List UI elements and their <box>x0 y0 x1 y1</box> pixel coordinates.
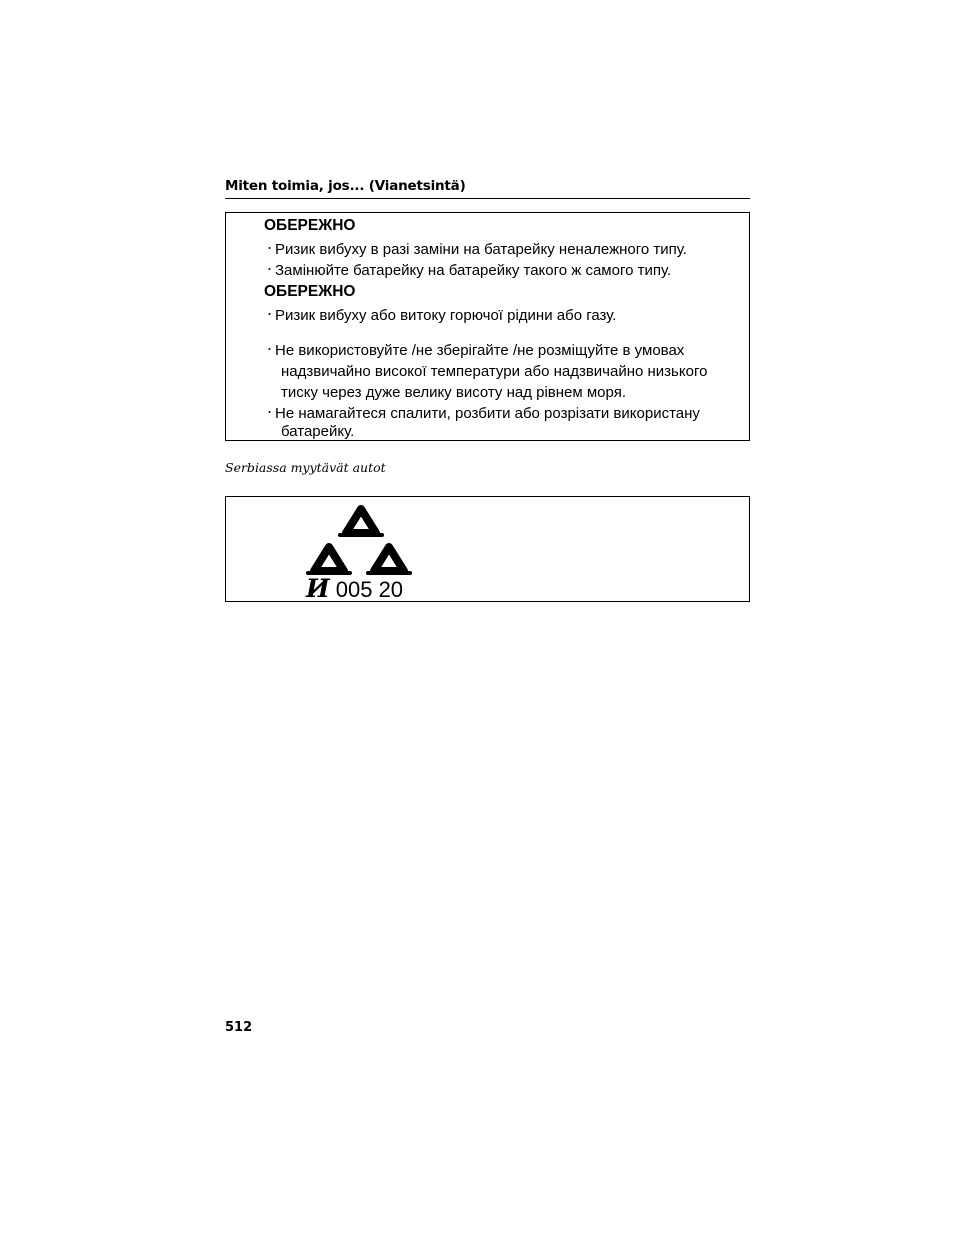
warning-title-1: ОБЕРЕЖНО <box>264 217 356 234</box>
warning-text-continued: батарейку. <box>281 423 355 440</box>
serbian-conformity-triangles-icon <box>306 501 416 577</box>
warning-text-continued: надзвичайно високої температури або надзвичайно низького <box>281 363 708 380</box>
section-header: Miten toimia, jos... (Vianetsintä) <box>225 178 466 194</box>
bullet-icon: ・ <box>264 344 275 356</box>
bullet-icon: ・ <box>264 407 275 419</box>
warning-item-2 <box>264 261 671 280</box>
conformity-symbol-box <box>225 496 750 602</box>
bullet-icon: ・ <box>264 264 275 276</box>
warning-item-3 <box>264 306 616 325</box>
header-divider <box>225 198 750 199</box>
warning-text: Не намагайтеся спалити, розбити або розрізати використану <box>275 405 700 422</box>
bullet-icon: ・ <box>264 309 275 321</box>
warning-text: Ризик вибуху в разі заміни на батарейку неналежного типу. <box>275 241 687 258</box>
warning-text: Замінюйте батарейку на батарейку такого ж самого типу. <box>275 262 672 279</box>
warning-text-continued: тиску через дуже велику висоту над рівнем моря. <box>281 384 626 401</box>
warning-title-2: ОБЕРЕЖНО <box>264 283 356 300</box>
bullet-icon: ・ <box>264 243 275 255</box>
conformity-letter: И <box>306 574 330 603</box>
warning-text: Ризик вибуху або витоку горючої рідини або газу. <box>275 307 617 324</box>
warning-text: Не використовуйте /не зберігайте /не розміщуйте в умовах <box>275 342 685 359</box>
warning-item-5 <box>264 404 700 423</box>
page-number: 512 <box>225 1020 253 1035</box>
battery-warning-box <box>225 212 750 441</box>
warning-item-4 <box>264 341 684 360</box>
conformity-number: 005 20 <box>335 577 404 602</box>
warning-item-1 <box>264 240 687 259</box>
conformity-code <box>306 574 403 603</box>
figure-caption: Serbiassa myytävät autot <box>225 460 386 475</box>
